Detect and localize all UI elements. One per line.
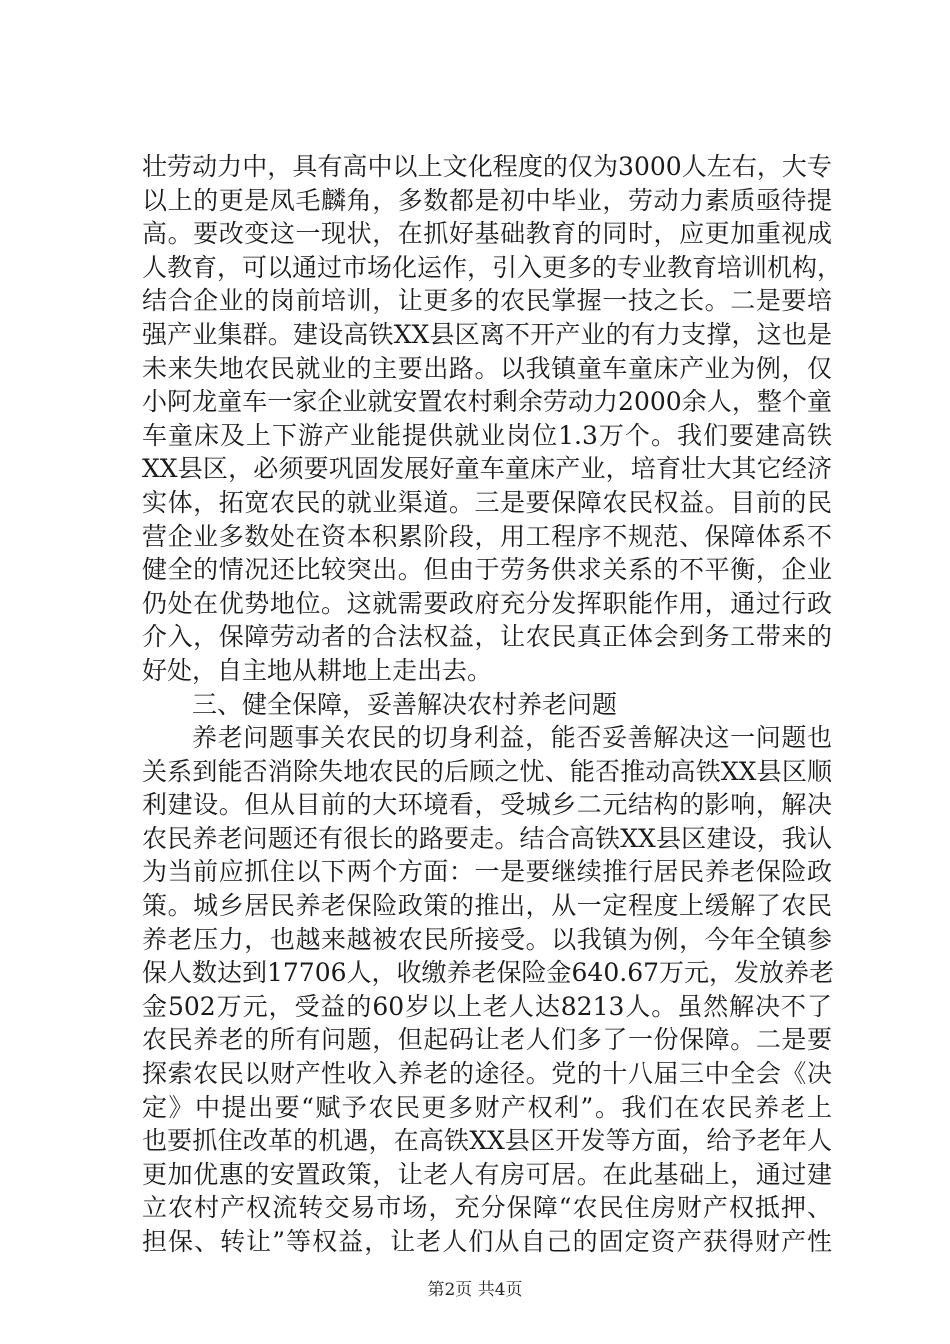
text-line: 更加优惠的安置政策，让老人有房可居。在此基础上，通过建 <box>142 1159 832 1189</box>
text-line: 策。城乡居民养老保险政策的推出，从一定程度上缓解了农民 <box>142 891 832 921</box>
text-line: 结合企业的岗前培训，让更多的农民掌握一技之长。二是要培 <box>142 286 832 316</box>
text-line: 保人数达到17706人，收缴养老保险金640.67万元，发放养老 <box>142 958 835 988</box>
text-line: 担保、转让”等权益，让老人们从自己的固定资产获得财产性 <box>142 1227 832 1256</box>
text-line: 关系到能否消除失地农民的后顾之忧、能否推动高铁XX县区顺 <box>142 756 832 786</box>
text-line: 车童床及上下游产业能提供就业岗位1.3万个。我们要建高铁 <box>142 420 832 450</box>
text-line: XX县区，必须要巩固发展好童车童床产业，培育壮大其它经济 <box>142 454 832 484</box>
text-line: 人教育，可以通过市场化运作，引入更多的专业教育培训机构， <box>142 252 843 282</box>
page-number-footer: 第2页 共4页 <box>427 1280 523 1300</box>
text-line: 定》中提出要“赋予农民更多财产权利”。我们在农民养老上 <box>142 1092 832 1122</box>
text-line: 小阿龙童车一家企业就安置农村剩余劳动力2000余人，整个童 <box>142 387 832 417</box>
text-line: 为当前应抓住以下两个方面：一是要继续推行居民养老保险政 <box>142 857 832 887</box>
text-line: 金502万元，受益的60岁以上老人达8213人。虽然解决不了 <box>142 991 832 1021</box>
text-line: 实体，拓宽农民的就业渠道。三是要保障农民权益。目前的民 <box>142 487 832 517</box>
text-line: 也要抓住改革的机遇，在高铁XX县区开发等方面，给予老年人 <box>142 1126 832 1156</box>
text-line: 以上的更是凤毛麟角，多数都是初中毕业，劳动力素质亟待提 <box>142 185 832 215</box>
text-line: 养老压力，也越来越被农民所接受。以我镇为例，今年全镇参 <box>142 924 832 954</box>
text-line: 介入，保障劳动者的合法权益，让农民真正体会到务工带来的 <box>142 622 832 652</box>
text-line: 探索农民以财产性收入养老的途径。党的十八届三中全会《决 <box>142 1059 832 1089</box>
text-line: 农民养老问题还有很长的路要走。结合高铁XX县区建设，我认 <box>142 823 832 853</box>
text-line: 营企业多数处在资本积累阶段，用工程序不规范、保障体系不 <box>142 521 832 551</box>
text-line: 立农村产权流转交易市场，充分保障“农民住房财产权抵押、 <box>142 1193 832 1223</box>
text-line: 高。要改变这一现状，在抓好基础教育的同时，应更加重视成 <box>142 219 832 249</box>
body-text <box>142 150 843 1259</box>
text-line: 仍处在优势地位。这就需要政府充分发挥职能作用，通过行政 <box>142 588 832 618</box>
text-line: 壮劳动力中，具有高中以上文化程度的仅为3000人左右，大专 <box>142 152 832 181</box>
text-line: 农民养老的所有问题，但起码让老人们多了一份保障。二是要 <box>142 1025 832 1055</box>
section-heading: 三、健全保障，妥善解决农村养老问题 <box>192 689 618 719</box>
text-line: 强产业集群。建设高铁XX县区离不开产业的有力支撑，这也是 <box>142 319 832 349</box>
text-line: 利建设。但从目前的大环境看，受城乡二元结构的影响，解决 <box>142 790 832 820</box>
text-line: 好处，自主地从耕地上走出去。 <box>142 655 493 685</box>
text-line: 养老问题事关农民的切身利益，能否妥善解决这一问题也 <box>192 723 832 753</box>
text-line: 健全的情况还比较突出。但由于劳务供求关系的不平衡，企业 <box>142 555 832 585</box>
text-line: 未来失地农民就业的主要出路。以我镇童车童床产业为例，仅 <box>142 353 832 383</box>
